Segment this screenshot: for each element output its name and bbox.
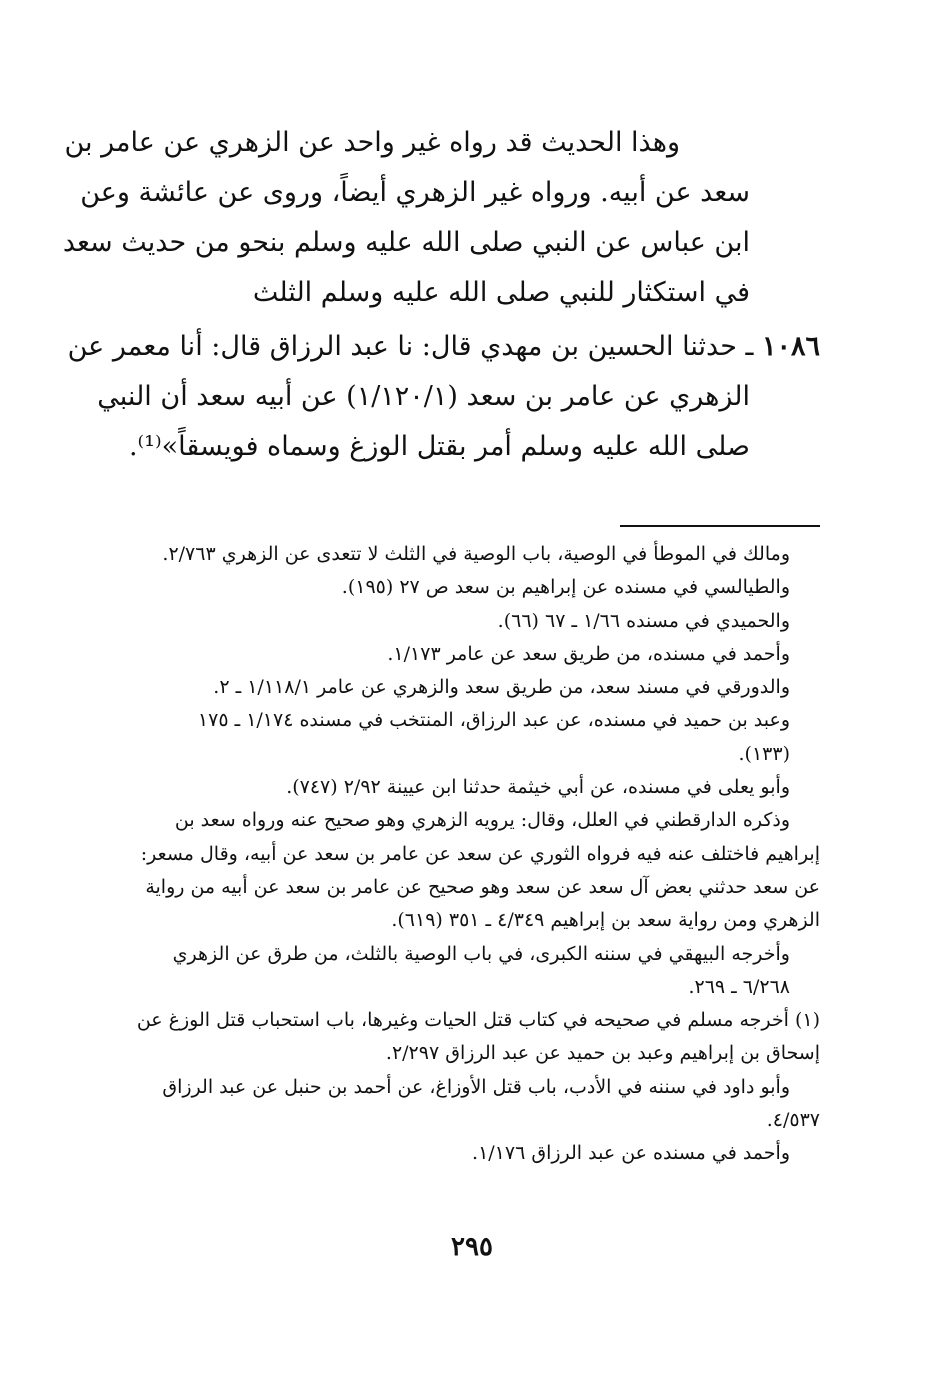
footnote-line: وأحمد في مسنده، من طريق سعد عن عامر ١/١٧٣.	[387, 642, 790, 665]
main-paragraph	[62, 118, 750, 318]
hadith-line: الزهري عن عامر بن سعد (١/١٢٠/١) عن أبيه سعد أن النبي	[97, 381, 750, 412]
footnotes	[120, 538, 820, 1171]
main-line: وهذا الحديث قد رواه غير واحد عن الزهري عن عامر بن	[64, 127, 680, 158]
main-line: في استكثار للنبي صلى الله عليه وسلم الثلث	[252, 277, 750, 308]
footnote-line: عن سعد حدثني بعض آل سعد عن سعد وهو صحيح عن عامر بن سعد عن أبيه من رواية	[145, 875, 820, 898]
main-line: ابن عباس عن النبي صلى الله عليه وسلم بنحو من حديث سعد	[62, 227, 750, 258]
footnote-line: وأخرجه البيهقي في سننه الكبرى، في باب الوصية بالثلث، من طرق عن الزهري	[172, 942, 790, 965]
footnote-line: إبراهيم فاختلف عنه فيه فرواه الثوري عن سعد عن عامر بن سعد عن أبيه، وقال مسعر:	[140, 842, 820, 865]
footnote-line: وأحمد في مسنده عن عبد الرزاق ١/١٧٦.	[472, 1142, 790, 1165]
hadith-number: ١٠٨٦	[761, 331, 820, 362]
footnote-line: وأبو داود في سننه في الأدب، باب قتل الأوزاغ، عن أحمد بن حنبل عن عبد الرزاق	[162, 1075, 790, 1098]
footnote-line: ٦/٢٦٨ ـ ٢٦٩.	[688, 975, 790, 998]
footnote-line: وذكره الدارقطني في العلل، وقال: يرويه الزهري وهو صحيح عنه ورواه سعد بن	[174, 809, 790, 832]
footnote-line: ومالك في الموطأ في الوصية، باب الوصية في الثلث لا تتعدى عن الزهري ٢/٧٦٣.	[162, 543, 790, 565]
footnote-line: وأبو يعلى في مسنده، عن أبي خيثمة حدثنا ابن عيينة ٢/٩٢ (٧٤٧).	[286, 776, 790, 799]
footnote-line: والطيالسي في مسنده عن إبراهيم بن سعد ص ٢٧ (١٩٥).	[341, 576, 790, 599]
footnote-line: والدورقي في مسند سعد، من طريق سعد والزهري عن عامر ١/١١٨/١ ـ ٢.	[213, 676, 790, 699]
footnote-line: (١) أخرجه مسلم في صحيحه في كتاب قتل الحيات وغيرها، باب استحباب قتل الوزغ عن	[136, 1009, 820, 1032]
hadith-line: صلى الله عليه وسلم أمر بقتل الوزغ وسماه فويسقاً»⁽¹⁾.	[128, 431, 750, 462]
main-line: سعد عن أبيه. ورواه غير الزهري أيضاً، وروى عن عائشة وعن	[80, 177, 750, 208]
hadith-text: ـ حدثنا الحسين بن مهدي قال: نا عبد الرزاق قال: أنا معمر عن	[67, 331, 754, 362]
footnote-line: الزهري ومن رواية سعد بن إبراهيم ٤/٣٤٩ ـ ٣٥١ (٦١٩).	[391, 909, 820, 932]
hadith-entry	[67, 322, 820, 472]
hadith-line	[67, 322, 820, 372]
footnote-line: (١٣٣).	[738, 742, 790, 765]
page-number: ٢٩٥	[451, 1232, 493, 1262]
footnote-line: إسحاق بن إبراهيم وعبد بن حميد عن عبد الرزاق ٢/٢٩٧.	[385, 1042, 820, 1065]
footnote-divider	[620, 525, 820, 527]
footnote-line: والحميدي في مسنده ١/٦٦ ـ ٦٧ (٦٦).	[497, 609, 790, 632]
footnote-line: ٤/٥٣٧.	[766, 1109, 820, 1132]
footnote-line: وعبد بن حميد في مسنده، عن عبد الرزاق، المنتخب في مسنده ١/١٧٤ ـ ١٧٥	[197, 709, 790, 732]
